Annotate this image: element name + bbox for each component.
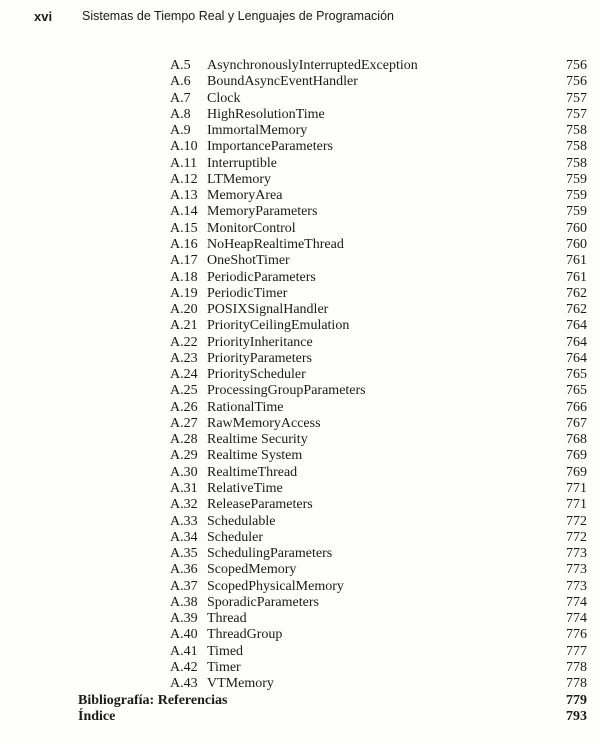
toc-entry bbox=[0, 270, 600, 286]
chapter-title: Índice bbox=[78, 708, 116, 724]
entry-title: ScopedMemory bbox=[207, 562, 297, 578]
entry-number: A.12 bbox=[170, 171, 198, 187]
entry-number: A.43 bbox=[170, 676, 198, 692]
toc-entry bbox=[0, 253, 600, 269]
entry-page: 776 bbox=[566, 627, 587, 643]
chapter-page: 779 bbox=[566, 692, 587, 708]
entry-page: 771 bbox=[566, 497, 587, 513]
toc-entry bbox=[0, 660, 600, 676]
entry-page: 768 bbox=[566, 432, 587, 448]
entry-page: 761 bbox=[566, 253, 587, 269]
toc-entry bbox=[0, 514, 600, 530]
entry-page: 778 bbox=[566, 659, 587, 675]
toc-entry bbox=[0, 367, 600, 383]
toc-entry bbox=[0, 302, 600, 318]
entry-page: 757 bbox=[566, 90, 587, 106]
entry-page: 777 bbox=[566, 643, 587, 659]
entry-number: A.33 bbox=[170, 513, 198, 529]
entry-title: MonitorControl bbox=[207, 220, 296, 236]
entry-title: ImmortalMemory bbox=[207, 123, 308, 139]
toc-entry bbox=[0, 579, 600, 595]
toc-entry bbox=[0, 286, 600, 302]
toc-entry bbox=[0, 627, 600, 643]
toc-entry bbox=[0, 497, 600, 513]
chapter-page: 793 bbox=[566, 708, 587, 724]
header-page-number: xvi bbox=[34, 9, 53, 24]
entry-page: 757 bbox=[566, 106, 587, 122]
entry-number: A.24 bbox=[170, 367, 198, 383]
toc-entry bbox=[0, 400, 600, 416]
entry-page: 764 bbox=[566, 334, 587, 350]
entry-number: A.38 bbox=[170, 594, 198, 610]
entry-page: 759 bbox=[566, 188, 587, 204]
entry-page: 778 bbox=[566, 676, 587, 692]
entry-number: A.34 bbox=[170, 529, 198, 545]
entry-page: 769 bbox=[566, 448, 587, 464]
chapter-title: Bibliografía: Referencias bbox=[78, 692, 228, 708]
toc-entry bbox=[0, 465, 600, 481]
toc-entry bbox=[0, 139, 600, 155]
entry-title: Scheduler bbox=[207, 529, 263, 545]
entry-title: PeriodicTimer bbox=[207, 285, 288, 301]
entry-title: ProcessingGroupParameters bbox=[207, 383, 366, 399]
entry-page: 773 bbox=[566, 562, 587, 578]
entry-number: A.6 bbox=[170, 74, 191, 90]
entry-title: OneShotTimer bbox=[207, 253, 290, 269]
entry-page: 765 bbox=[566, 367, 587, 383]
entry-title: PriorityCeilingEmulation bbox=[207, 318, 350, 334]
entry-number: A.40 bbox=[170, 627, 198, 643]
entry-number: A.13 bbox=[170, 188, 198, 204]
entry-number: A.18 bbox=[170, 269, 198, 285]
toc-entry bbox=[0, 318, 600, 334]
entry-number: A.26 bbox=[170, 399, 198, 415]
entry-title: ScopedPhysicalMemory bbox=[207, 578, 344, 594]
entry-number: A.15 bbox=[170, 220, 198, 236]
toc-entry bbox=[0, 74, 600, 90]
entry-page: 772 bbox=[566, 513, 587, 529]
entry-number: A.25 bbox=[170, 383, 198, 399]
entry-title: Clock bbox=[207, 90, 241, 106]
entry-page: 764 bbox=[566, 318, 587, 334]
entry-page: 773 bbox=[566, 546, 587, 562]
entry-page: 759 bbox=[566, 171, 587, 187]
entry-page: 773 bbox=[566, 578, 587, 594]
toc-entry bbox=[0, 595, 600, 611]
entry-number: A.31 bbox=[170, 481, 198, 497]
toc-entry bbox=[0, 123, 600, 139]
entry-page: 774 bbox=[566, 594, 587, 610]
entry-title: Realtime System bbox=[207, 448, 303, 464]
entry-title: Realtime Security bbox=[207, 432, 308, 448]
toc-entry bbox=[0, 221, 600, 237]
entry-title: Timer bbox=[207, 659, 241, 675]
entry-title: MemoryArea bbox=[207, 188, 283, 204]
entry-number: A.7 bbox=[170, 90, 191, 106]
toc-entry bbox=[0, 237, 600, 253]
entry-number: A.28 bbox=[170, 432, 198, 448]
entry-title: PriorityInheritance bbox=[207, 334, 313, 350]
entry-page: 762 bbox=[566, 302, 587, 318]
toc-entry bbox=[0, 562, 600, 578]
entry-number: A.32 bbox=[170, 497, 198, 513]
entry-number: A.14 bbox=[170, 204, 198, 220]
entry-title: SchedulingParameters bbox=[207, 546, 333, 562]
entry-title: VTMemory bbox=[207, 676, 274, 692]
entry-title: RealtimeThread bbox=[207, 464, 298, 480]
entry-title: Timed bbox=[207, 643, 244, 659]
toc-entry bbox=[0, 335, 600, 351]
entry-title: MemoryParameters bbox=[207, 204, 318, 220]
header-title: Sistemas de Tiempo Real y Lenguajes de Programación bbox=[82, 9, 394, 23]
entry-title: RawMemoryAccess bbox=[207, 415, 321, 431]
toc-entry bbox=[0, 448, 600, 464]
toc-entry bbox=[0, 156, 600, 172]
toc-chapter bbox=[0, 709, 600, 725]
entry-title: Schedulable bbox=[207, 513, 276, 529]
entry-page: 760 bbox=[566, 236, 587, 252]
entry-page: 756 bbox=[566, 74, 587, 90]
entry-title: PeriodicParameters bbox=[207, 269, 316, 285]
entry-number: A.11 bbox=[170, 155, 198, 171]
entry-page: 758 bbox=[566, 123, 587, 139]
toc-entry bbox=[0, 546, 600, 562]
toc-entry bbox=[0, 432, 600, 448]
entry-title: BoundAsyncEventHandler bbox=[207, 74, 358, 90]
entry-number: A.5 bbox=[170, 58, 191, 73]
entry-number: A.17 bbox=[170, 253, 198, 269]
entry-page: 762 bbox=[566, 285, 587, 301]
entry-page: 774 bbox=[566, 611, 587, 627]
toc-entry bbox=[0, 644, 600, 660]
entry-number: A.29 bbox=[170, 448, 198, 464]
toc-entry bbox=[0, 481, 600, 497]
entry-title: ReleaseParameters bbox=[207, 497, 313, 513]
entry-number: A.41 bbox=[170, 643, 198, 659]
entry-page: 765 bbox=[566, 383, 587, 399]
entry-number: A.22 bbox=[170, 334, 198, 350]
entry-page: 764 bbox=[566, 350, 587, 366]
toc-entry bbox=[0, 204, 600, 220]
entry-page: 767 bbox=[566, 415, 587, 431]
entry-page: 760 bbox=[566, 220, 587, 236]
entry-number: A.21 bbox=[170, 318, 198, 334]
entry-number: A.42 bbox=[170, 659, 198, 675]
toc-chapter bbox=[0, 693, 600, 709]
entry-number: A.19 bbox=[170, 285, 198, 301]
entry-number: A.37 bbox=[170, 578, 198, 594]
entry-number: A.39 bbox=[170, 611, 198, 627]
entry-number: A.9 bbox=[170, 123, 191, 139]
entry-number: A.8 bbox=[170, 106, 191, 122]
entry-title: RationalTime bbox=[207, 399, 284, 415]
entry-number: A.30 bbox=[170, 464, 198, 480]
entry-page: 771 bbox=[566, 481, 587, 497]
toc-entry bbox=[0, 351, 600, 367]
entry-title: PriorityParameters bbox=[207, 350, 312, 366]
entry-title: ThreadGroup bbox=[207, 627, 283, 643]
entry-number: A.27 bbox=[170, 415, 198, 431]
entry-title: ImportanceParameters bbox=[207, 139, 333, 155]
entry-page: 758 bbox=[566, 155, 587, 171]
entry-title: RelativeTime bbox=[207, 481, 283, 497]
entry-page: 761 bbox=[566, 269, 587, 285]
toc-entry bbox=[0, 107, 600, 123]
toc-entry bbox=[0, 188, 600, 204]
entry-number: A.35 bbox=[170, 546, 198, 562]
entry-number: A.16 bbox=[170, 236, 198, 252]
entry-title: Thread bbox=[207, 611, 247, 627]
toc-entry bbox=[0, 91, 600, 107]
entry-number: A.20 bbox=[170, 302, 198, 318]
entry-page: 766 bbox=[566, 399, 587, 415]
entry-page: 758 bbox=[566, 139, 587, 155]
entry-title: NoHeapRealtimeThread bbox=[207, 236, 344, 252]
entry-title: SporadicParameters bbox=[207, 594, 319, 610]
toc-entry bbox=[0, 416, 600, 432]
entry-number: A.23 bbox=[170, 350, 198, 366]
toc-entry bbox=[0, 530, 600, 546]
entry-page: 769 bbox=[566, 464, 587, 480]
entry-page: 759 bbox=[566, 204, 587, 220]
toc-entry bbox=[0, 172, 600, 188]
toc-entry bbox=[0, 58, 600, 74]
entry-title: PriorityScheduler bbox=[207, 367, 306, 383]
toc-entry bbox=[0, 383, 600, 399]
entry-title: LTMemory bbox=[207, 171, 272, 187]
entry-title: POSIXSignalHandler bbox=[207, 302, 329, 318]
entry-number: A.36 bbox=[170, 562, 198, 578]
toc-entry bbox=[0, 611, 600, 627]
entry-title: Interruptible bbox=[207, 155, 277, 171]
entry-page: 772 bbox=[566, 529, 587, 545]
entry-number: A.10 bbox=[170, 139, 198, 155]
entry-title: AsynchronouslyInterruptedException bbox=[207, 58, 418, 73]
entry-title: HighResolutionTime bbox=[207, 106, 325, 122]
entry-page: 756 bbox=[566, 58, 587, 73]
toc-entry bbox=[0, 676, 600, 692]
